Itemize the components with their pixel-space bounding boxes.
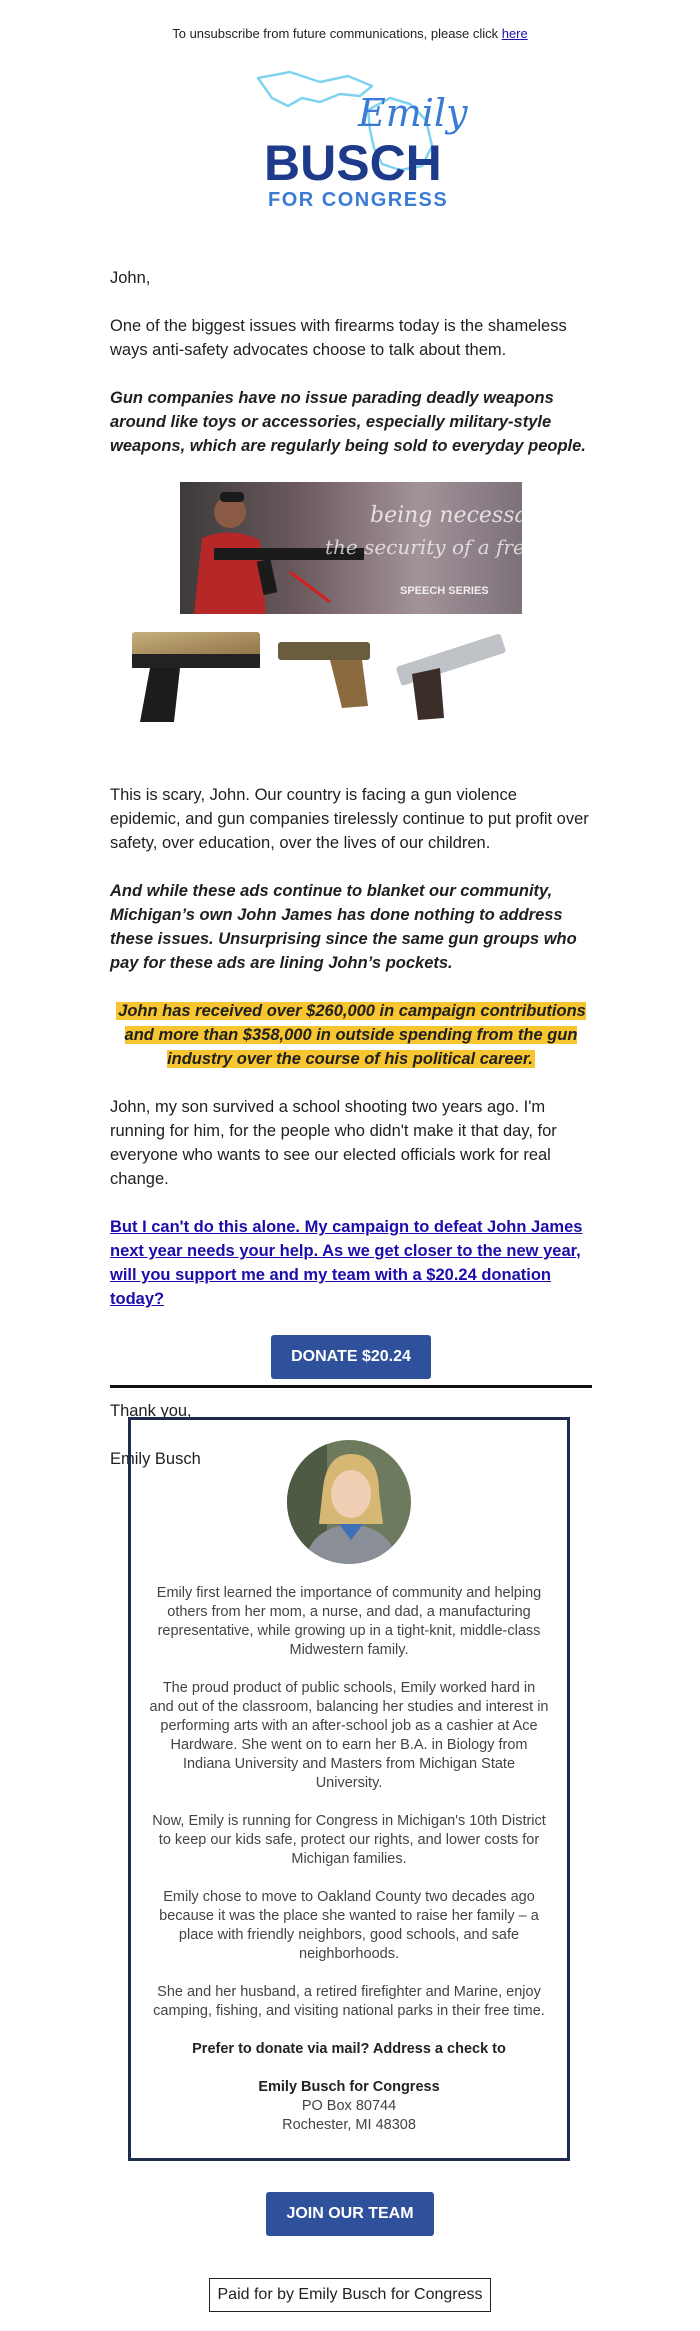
pistol-tan-icon [278, 642, 370, 708]
image-caption-line1: being necessary to [370, 503, 580, 528]
paragraph-intro: One of the biggest issues with firearms today is the shameless ways anti-safety advocates choose to talk about them. [110, 317, 567, 359]
paragraph-gun-companies: Gun companies have no issue parading deadly weapons around like toys or accessories, especially military-style weapons, which are regularly being sold to everyday people. [110, 389, 586, 455]
bio-paragraph-running: Now, Emily is running for Congress in Michigan's 10th District to keep our kids safe, protect our rights, and lower costs for Michigan families. [152, 1813, 546, 1867]
mail-heading: Prefer to donate via mail? Address a check to [192, 2041, 506, 2057]
closing: Thank you, [110, 1402, 192, 1420]
signature: Emily Busch [110, 1450, 201, 1468]
pistol-silver-icon [396, 633, 507, 720]
highlighted-contributions [110, 999, 592, 1071]
bio-paragraph-family: Emily first learned the importance of community and helping others from her mom, a nurse, and dad, a manufacturing representative, while growing up in a tight-knit, middle-class Midwestern family. [156, 1585, 542, 1658]
logo-tagline: FOR CONGRESS [268, 189, 449, 211]
logo-last-name: BUSCH [264, 135, 442, 191]
bio-box [128, 1417, 570, 2161]
highlight-text: John has received over $260,000 in campaign contributions and more than $358,000 in outside spending from the gun industry over the course of his political career. [118, 1002, 586, 1068]
paid-for-disclaimer: Paid for by Emily Busch for Congress [209, 2278, 491, 2312]
paragraph-scary: This is scary, John. Our country is facing a gun violence epidemic, and gun companies tirelessly continue to put profit over safety, over education, over the lives of our children. [110, 786, 589, 852]
gun-ads-image [110, 482, 590, 752]
unsubscribe-notice [0, 26, 700, 41]
donation-ask-link[interactable]: But I can't do this alone. My campaign to defeat John James next year needs your help. As we get closer to the new year, will you support me and my team with a $20.24 donation today? [110, 1218, 583, 1308]
paragraph-john-james: And while these ads continue to blanket our community, Michigan’s own John James has done nothing to address these issues. Unsurprising since the same gun groups who pay for these ads are lining John’s pockets. [110, 882, 577, 972]
bio-paragraph-husband: She and her husband, a retired firefighter and Marine, enjoy camping, fishing, and visiting national parks in their free time. [153, 1984, 545, 2019]
letter-body [110, 266, 592, 1495]
unsubscribe-text: To unsubscribe from future communications, please click [172, 26, 502, 41]
bio-text [149, 1584, 549, 2135]
mail-name: Emily Busch for Congress [258, 2079, 440, 2095]
bio-paragraph-oakland: Emily chose to move to Oakland County two decades ago because it was the place she wanted to raise her family – a place with friendly neighbors, good schools, and safe neighborhoods. [159, 1889, 539, 1962]
campaign-logo [250, 68, 470, 218]
paragraph-son: John, my son survived a school shooting two years ago. I'm running for him, for the people who didn't make it that day, for everyone who wants to see our elected officials work for real change. [110, 1098, 557, 1188]
donate-button[interactable]: DONATE $20.24 [271, 1335, 431, 1379]
greeting: John, [110, 269, 151, 287]
unsubscribe-link[interactable]: here [501, 26, 528, 41]
logo-first-name: Emily [358, 91, 468, 135]
mail-address-line1: PO Box 80744 [301, 2098, 397, 2114]
image-caption-line2: the security of a free State [325, 535, 590, 559]
image-badge: SPEECH SERIES [400, 585, 489, 597]
pistol-black-icon [132, 632, 260, 722]
join-team-button[interactable]: JOIN OUR TEAM [266, 2192, 434, 2236]
mail-address-line2: Rochester, MI 48308 [282, 2117, 416, 2133]
section-divider [110, 1385, 592, 1388]
bio-paragraph-education: The proud product of public schools, Emily worked hard in and out of the classroom, balancing her studies and interest in performing arts with an after-school job as a cashier at Ace Hardware. She went on to earn her B.A. in Biology from Indiana University and Masters from Michigan State University. [149, 1680, 549, 1791]
avatar [287, 1440, 411, 1564]
